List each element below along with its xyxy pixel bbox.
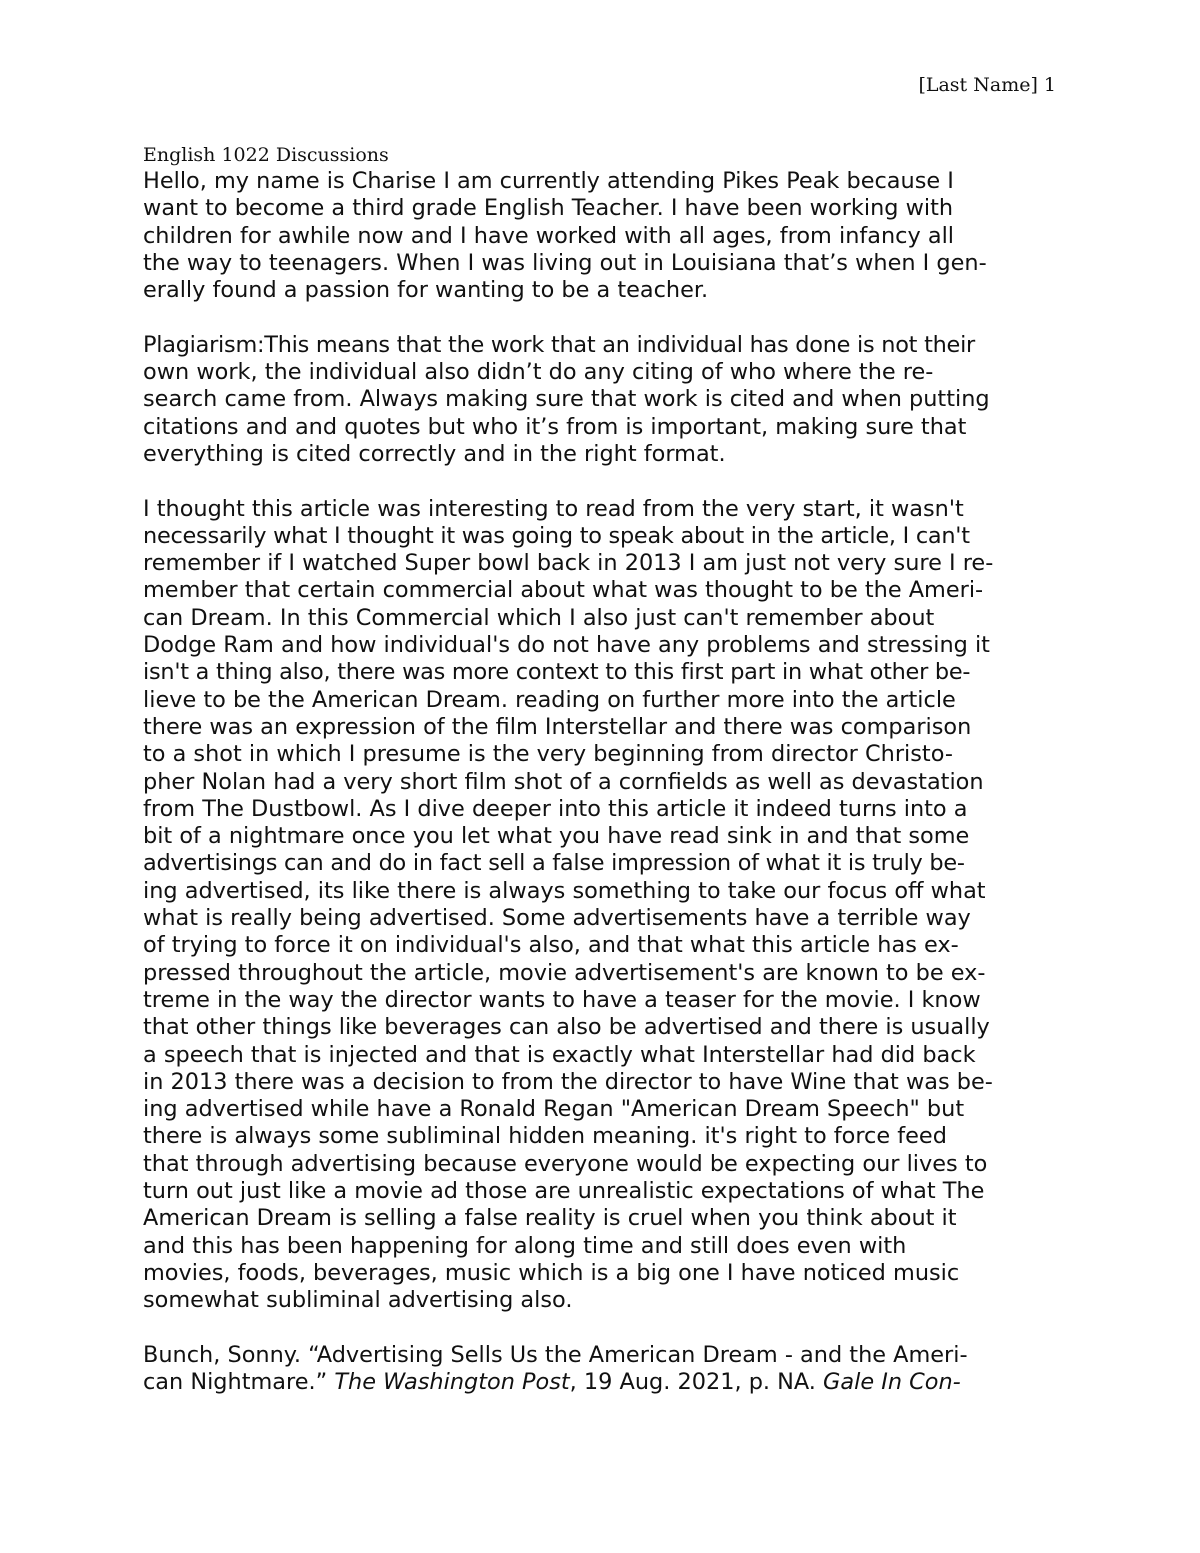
text-line: and this has been happening for along time and still does even with — [143, 1232, 907, 1259]
text-line: want to become a third grade English Teacher. I have been working with — [143, 195, 954, 222]
text-line: ing advertised while have a Ronald Regan "American Dream Speech" but — [143, 1096, 965, 1123]
citation-database: Gale In Con- — [823, 1369, 961, 1396]
text-line: citations and and quotes but who it’s from is important, making sure that — [143, 413, 967, 440]
document-body — [143, 168, 1073, 1424]
text-line: that other things like beverages can also be advertised and there is usually — [143, 1014, 990, 1041]
paragraph-introduction — [143, 168, 1073, 304]
citation-line: Bunch, Sonny. “Advertising Sells Us the American Dream - and the Ameri- — [143, 1341, 968, 1368]
text-line: I thought this article was interesting to read from the very start, it wasn't — [143, 495, 964, 522]
text-line: necessarily what I thought it was going to speak about in the article, I can't — [143, 522, 970, 549]
text-line: American Dream is selling a false reality is cruel when you think about it — [143, 1205, 957, 1232]
citation-publication: The Washington Post — [334, 1369, 570, 1396]
text-line: in 2013 there was a decision to from the director to have Wine that was be- — [143, 1068, 993, 1095]
text-line: what is really being advertised. Some advertisements have a terrible way — [143, 905, 971, 932]
text-line: own work, the individual also didn’t do any citing of who where the re- — [143, 359, 934, 386]
text-line: children for awhile now and I have worked with all ages, from infancy all — [143, 222, 955, 249]
text-line: to a shot in which I presume is the very beginning from director Christo- — [143, 741, 953, 768]
text-line: bit of a nightmare once you let what you have read sink in and that some — [143, 823, 970, 850]
citation-text: can Nightmare.” — [143, 1369, 335, 1396]
text-line: search came from. Always making sure that work is cited and when putting — [143, 386, 990, 413]
text-line: member that certain commercial about what was thought to be the Ameri- — [143, 577, 984, 604]
text-line: Dodge Ram and how individual's do not have any problems and stressing it — [143, 632, 990, 659]
running-head: [Last Name] 1 — [918, 74, 1056, 96]
text-line: of trying to force it on individual's also, and that what this article has ex- — [143, 932, 959, 959]
text-line: the way to teenagers. When I was living out in Louisiana that’s when I gen- — [143, 249, 987, 276]
text-line: that through advertising because everyone would be expecting our lives to — [143, 1150, 988, 1177]
text-line: somewhat subliminal advertising also. — [143, 1287, 573, 1314]
paragraph-article-response — [143, 496, 1073, 1315]
text-line: there was an expression of the film Interstellar and there was comparison — [143, 713, 972, 740]
text-line: a speech that is injected and that is exactly what Interstellar had did back — [143, 1041, 976, 1068]
text-line: pressed throughout the article, movie advertisement's are known to be ex- — [143, 959, 986, 986]
citation-line — [143, 1369, 1073, 1396]
text-line: lieve to be the American Dream. reading on further more into the article — [143, 686, 956, 713]
text-line: erally found a passion for wanting to be a teacher. — [143, 277, 709, 304]
text-line: remember if I watched Super bowl back in 2013 I am just not very sure I re- — [143, 550, 994, 577]
citation — [143, 1342, 1073, 1397]
text-line: isn't a thing also, there was more context to this first part in what other be- — [143, 659, 971, 686]
text-line: can Dream. In this Commercial which I also just can't remember about — [143, 604, 935, 631]
text-line: turn out just like a movie ad those are unrealistic expectations of what The — [143, 1177, 985, 1204]
citation-text: , 19 Aug. 2021, p. NA. — [569, 1369, 824, 1396]
text-line: Hello, my name is Charise I am currently attending Pikes Peak because I — [143, 168, 954, 194]
text-line: from The Dustbowl. As I dive deeper into this article it indeed turns into a — [143, 795, 968, 822]
text-line: treme in the way the director wants to have a teaser for the movie. I know — [143, 986, 981, 1013]
document-title: English 1022 Discussions — [143, 144, 389, 166]
text-line: Plagiarism:This means that the work that an individual has done is not their — [143, 331, 975, 358]
text-line: advertisings can and do in fact sell a false impression of what it is truly be- — [143, 850, 965, 877]
text-line: there is always some subliminal hidden meaning. it's right to force feed — [143, 1123, 947, 1150]
text-line: ing advertised, its like there is always something to take our focus off what — [143, 877, 986, 904]
text-line: pher Nolan had a very short film shot of a cornfields as well as devastation — [143, 768, 984, 795]
text-line: movies, foods, beverages, music which is a big one I have noticed music — [143, 1259, 960, 1286]
text-line: everything is cited correctly and in the right format. — [143, 440, 726, 467]
paragraph-plagiarism — [143, 332, 1073, 468]
